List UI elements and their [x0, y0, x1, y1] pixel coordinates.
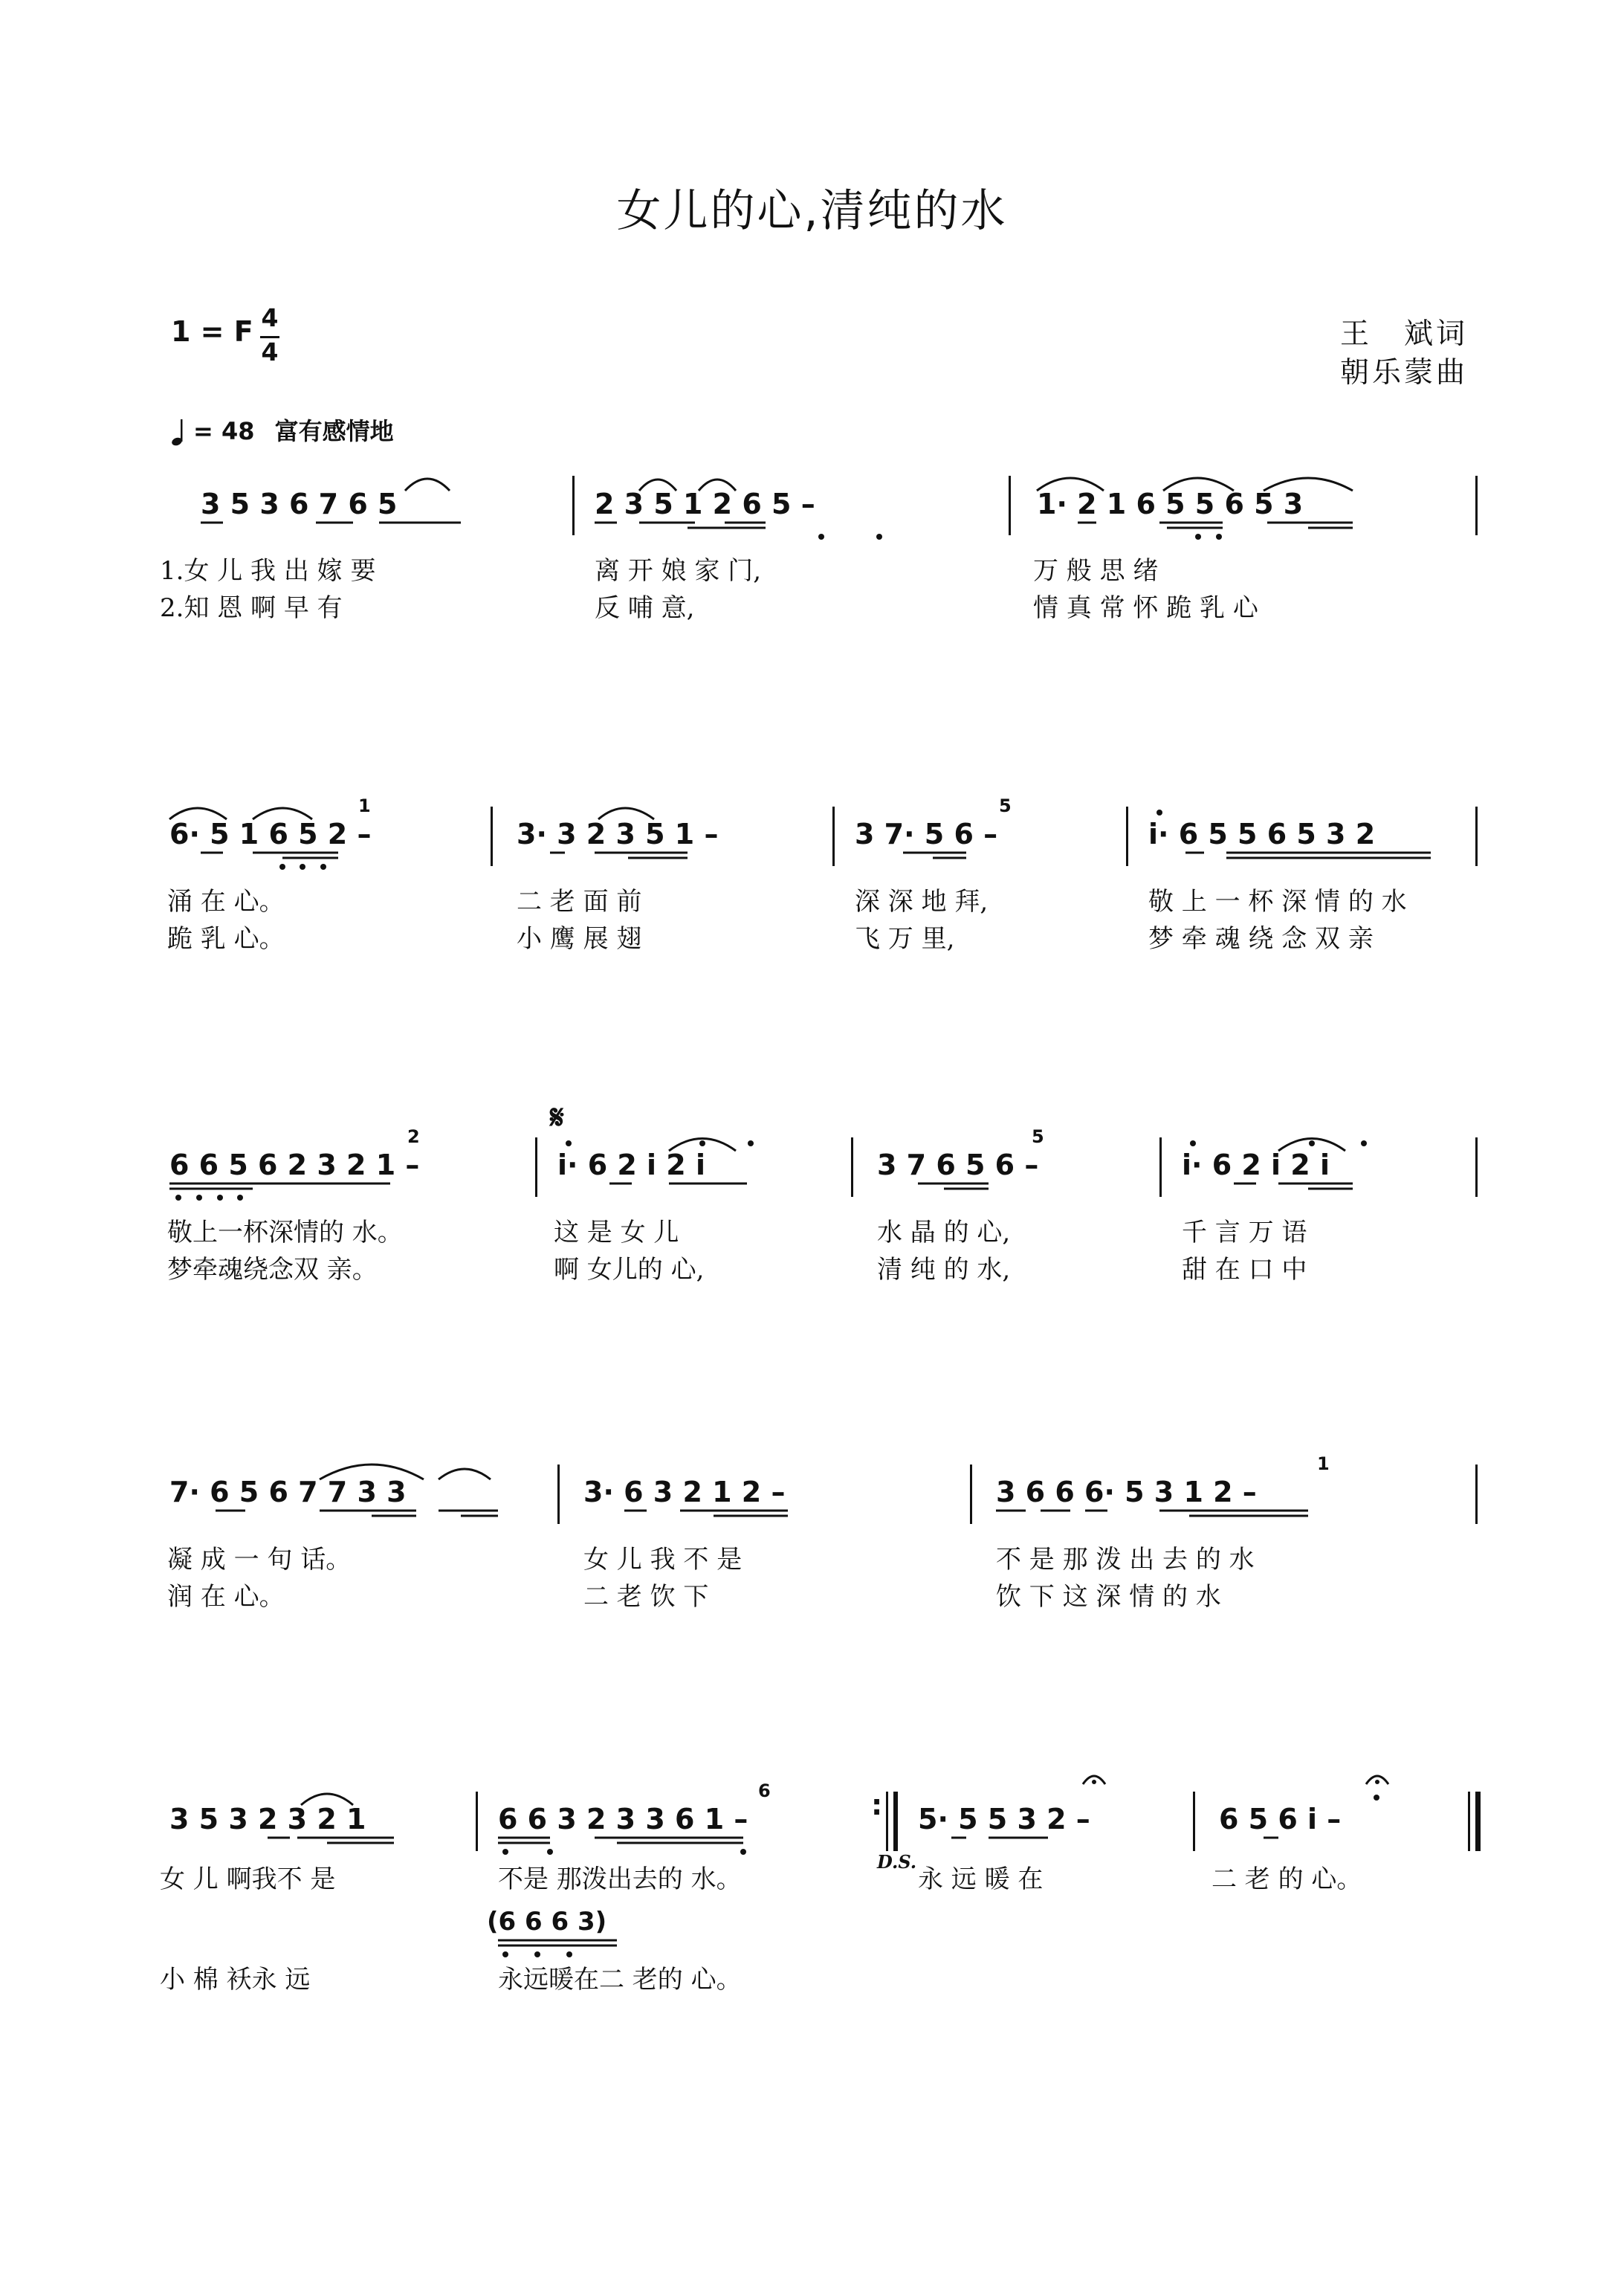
- slur: [699, 479, 736, 491]
- lyric-verse1: 千 言 万 语: [1182, 1218, 1307, 1247]
- lyric-verse1: 凝 成 一 句 话。: [167, 1545, 352, 1575]
- measure-1-1: 3 5 3 6 7 6 5: [201, 488, 398, 520]
- grace-note: 5: [1032, 1126, 1044, 1147]
- slur: [253, 808, 312, 819]
- measure-4-2: 3· 6 3 2 1 2 –: [583, 1476, 786, 1508]
- lyric-verse2: 梦牵魂绕念双 亲。: [167, 1255, 378, 1285]
- lyric-verse1: 敬 上 一 杯 深 情 的 水: [1148, 887, 1407, 917]
- lyric-verse2: 2.知 恩 啊 早 有: [160, 593, 343, 623]
- lyric-verse1: 不是 那泼出去的 水。: [498, 1864, 742, 1894]
- measure-3-1: 6 6 5 6 2 3 2 1 –: [169, 1149, 420, 1181]
- slur: [1163, 478, 1234, 491]
- lyric-verse1: 永 远 暖 在: [918, 1864, 1044, 1894]
- lyric-verse2: 永远暖在二 老的 心。: [498, 1965, 742, 1995]
- measure-4-1: 7· 6 5 6 7 7 3 3: [169, 1476, 407, 1508]
- lyric-verse1: 女 儿 我 不 是: [583, 1545, 743, 1575]
- measure-2-3: 3 7· 5 6 –: [855, 818, 998, 850]
- grace-note: 5: [999, 795, 1012, 816]
- measure-1-2: 2 3 5 1 2 6 5 –: [595, 488, 815, 520]
- measure-5-2: 6 6 3 2 3 3 6 1 –: [498, 1803, 748, 1835]
- lyric-verse1: 敬上一杯深情的 水。: [167, 1218, 403, 1247]
- slur: [639, 479, 676, 491]
- grace-note: 2: [407, 1126, 420, 1147]
- time-signature-top: 4: [261, 303, 279, 332]
- slur: [405, 479, 450, 491]
- measure-2-4: i· 6 5 5 6 5 3 2: [1148, 818, 1376, 850]
- measure-5-4: 6 5 6 i –: [1219, 1803, 1342, 1835]
- lyric-verse2: 啊 女儿的 心,: [554, 1255, 705, 1285]
- lyric-verse1: 1.女 儿 我 出 嫁 要: [160, 556, 376, 586]
- lyric-verse2: 小 棉 袄永 远: [160, 1965, 311, 1995]
- measure-1-3: 1· 2 1 6 5 5 6 5 3: [1037, 488, 1304, 520]
- lyric-verse1: 不 是 那 泼 出 去 的 水: [996, 1545, 1255, 1575]
- grace-note: 1: [358, 795, 371, 816]
- lyric-verse2: 梦 牵 魂 绕 念 双 亲: [1148, 924, 1374, 954]
- measure-3-3: 3 7 6 5 6 –: [877, 1149, 1039, 1181]
- measure-5-3: 5· 5 5 3 2 –: [918, 1803, 1090, 1835]
- lyric-verse1: 水 晶 的 心,: [877, 1218, 1011, 1247]
- lyric-verse2: 饮 下 这 深 情 的 水: [996, 1582, 1221, 1612]
- lyric-verse1: 深 深 地 拜,: [855, 887, 989, 917]
- lyric-verse2: 飞 万 里,: [855, 924, 955, 954]
- expression-marking: 富有感情地: [274, 417, 394, 445]
- lyric-verse1: 离 开 娘 家 门,: [595, 556, 762, 586]
- lyric-verse1: 这 是 女 儿: [554, 1218, 679, 1247]
- lyric-verse2: 清 纯 的 水,: [877, 1255, 1011, 1285]
- grace-note: 1: [1317, 1453, 1330, 1474]
- lyric-verse2: 跪 乳 心。: [167, 924, 285, 954]
- measure-2-1: 6· 5 1 6 5 2 –: [169, 818, 372, 850]
- lyric-verse1: 二 老 的 心。: [1211, 1864, 1362, 1894]
- measure-3-2: i· 6 2 i 2 i: [557, 1149, 705, 1181]
- key-signature: 1 = F: [171, 315, 253, 348]
- measure-5-1: 3 5 3 2 3 2 1: [169, 1803, 366, 1835]
- lyric-verse2: 情 真 常 怀 跪 乳 心: [1033, 593, 1258, 623]
- lyric-verse1: 涌 在 心。: [167, 887, 285, 917]
- lyric-verse2: 反 哺 意,: [595, 593, 695, 623]
- slur: [598, 808, 654, 819]
- page-title: 女儿的心,清纯的水: [616, 185, 1008, 237]
- measure-2-2: 3· 3 2 3 5 1 –: [517, 818, 719, 850]
- composer-credit: 朝乐蒙曲: [1339, 356, 1468, 390]
- slur: [301, 1794, 353, 1805]
- slur: [439, 1469, 491, 1479]
- alternate-notes: (6 6 6 3): [487, 1907, 607, 1937]
- lyric-verse1: 二 老 面 前: [517, 887, 642, 917]
- tempo-value: = 48: [193, 417, 255, 445]
- measure-3-4: i· 6 2 i 2 i: [1182, 1149, 1330, 1181]
- slur: [1264, 478, 1353, 491]
- repeat-dots: :: [871, 1789, 883, 1821]
- lyric-verse2: 甜 在 口 中: [1182, 1255, 1307, 1285]
- slur: [1037, 478, 1104, 491]
- lyricist-credit: 王 斌词: [1339, 317, 1468, 351]
- lyric-verse1: 万 般 思 绪: [1033, 556, 1159, 586]
- slur: [169, 808, 227, 819]
- lyric-verse1: 女 儿 啊我不 是: [160, 1864, 336, 1894]
- time-signature-bottom: 4: [261, 338, 279, 366]
- lyric-verse2: 润 在 心。: [167, 1582, 285, 1612]
- slur: [320, 1465, 424, 1479]
- lyric-verse2: 小 鹰 展 翅: [517, 924, 642, 954]
- ds-marking: D.S.: [877, 1851, 917, 1873]
- measure-4-3: 3 6 6 6· 5 3 1 2 –: [996, 1476, 1257, 1508]
- lyric-verse2: 二 老 饮 下: [583, 1582, 709, 1612]
- grace-note: 6: [758, 1780, 771, 1801]
- segno-sign: 𝄋: [550, 1099, 564, 1137]
